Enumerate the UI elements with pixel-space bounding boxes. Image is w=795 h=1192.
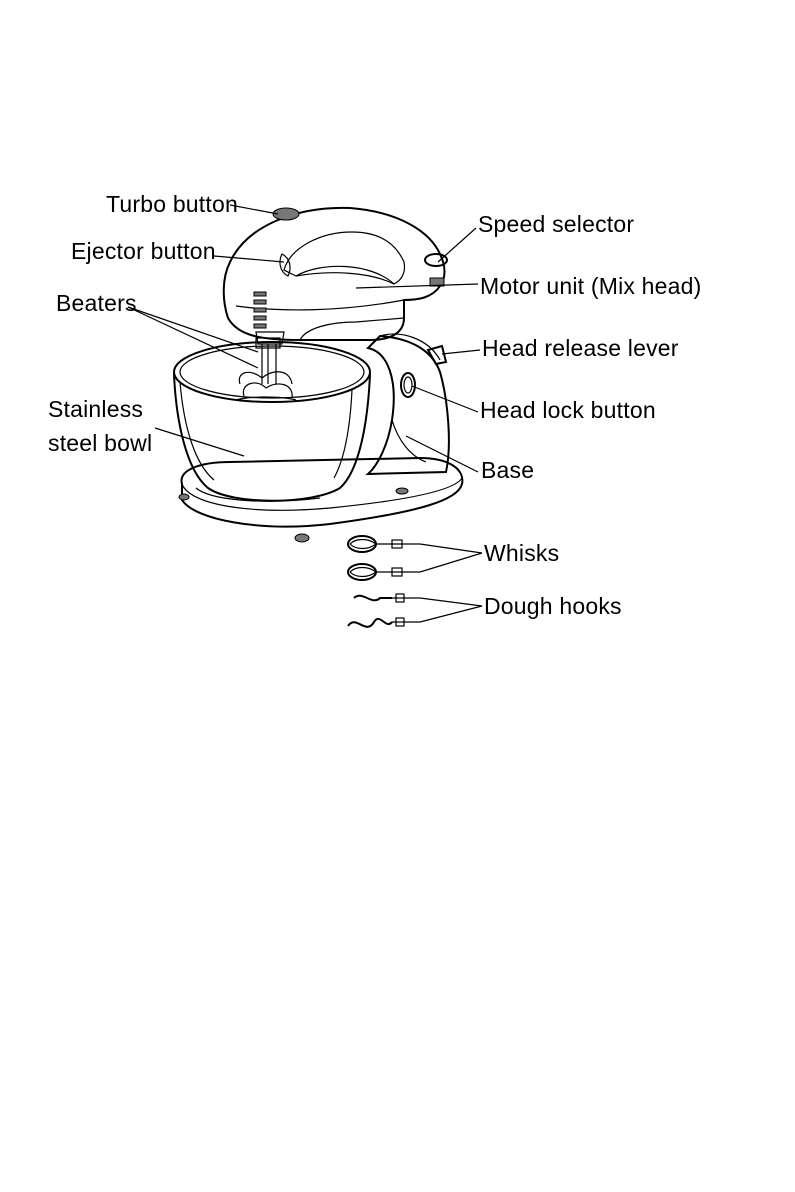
label-head-lock-button: Head lock button — [480, 397, 656, 423]
label-base: Base — [481, 457, 535, 483]
label-beaters: Beaters — [56, 290, 137, 316]
mixer-head — [224, 208, 447, 344]
whisk-icon — [348, 536, 420, 552]
dough-hook-icon — [348, 618, 420, 627]
label-ejector-button: Ejector button — [71, 238, 216, 264]
label-dough-hooks: Dough hooks — [484, 593, 622, 619]
leader-lines — [128, 205, 482, 622]
label-stainless: Stainless — [48, 396, 144, 422]
label-steel-bowl: steel bowl — [48, 430, 153, 456]
dough-hook-icon — [354, 594, 420, 602]
whisk-icon — [348, 564, 420, 580]
label-whisks: Whisks — [484, 540, 560, 566]
labels — [48, 191, 702, 619]
label-turbo-button: Turbo button — [106, 191, 238, 217]
stand-mixer-icon — [174, 208, 462, 542]
bowl — [174, 342, 370, 501]
label-speed-selector: Speed selector — [478, 211, 635, 237]
base-plate — [179, 458, 462, 542]
label-motor-unit: Motor unit (Mix head) — [480, 273, 702, 299]
label-head-release-lever: Head release lever — [482, 335, 679, 361]
pedestal — [368, 334, 449, 474]
